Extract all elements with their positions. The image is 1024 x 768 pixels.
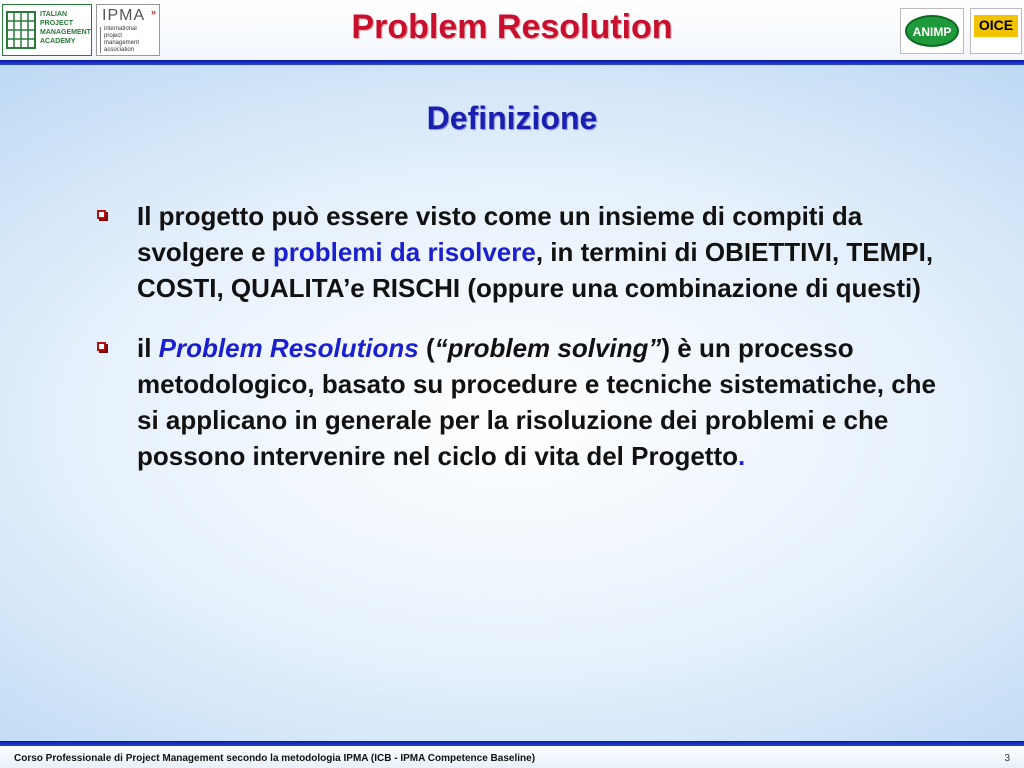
- bullet-text: , in termini di OBIETTIVI, TEMPI, COSTI, QUALITA’e RISCHI (oppure una combinazione di questi): [137, 237, 934, 303]
- footer-course-text: Corso Professionale di Project Management secondo la metodologia IPMA (ICB - IPMA Competence Baseline): [14, 753, 536, 764]
- ipma-logo-rule: [100, 27, 101, 53]
- header-divider: [0, 60, 1024, 65]
- ipma-logo-description: international project management association: [104, 26, 140, 53]
- oice-logo-text: OICE: [978, 17, 1014, 33]
- bullet-item: [95, 198, 945, 306]
- bullet-text: (: [418, 333, 435, 363]
- bullet-highlight: problemi da risolvere: [272, 237, 536, 267]
- square-bullet-icon: [97, 210, 106, 219]
- bullet-item: [95, 330, 945, 474]
- animp-logo-badge: [905, 15, 959, 47]
- italian-pm-academy-logo: [2, 4, 92, 56]
- oice-logo: [970, 8, 1022, 54]
- footer-bar: [0, 741, 1024, 768]
- academy-logo-text: ITALIAN PROJECT MANAGEMENT ACADEMY: [40, 11, 91, 45]
- footer-divider: [0, 741, 1024, 746]
- bullet-quote: “problem solving”: [434, 333, 662, 363]
- oice-logo-badge: [974, 15, 1018, 37]
- section-heading: Definizione: [426, 100, 598, 136]
- bullet-highlight: Problem Resolutions: [158, 333, 419, 363]
- ipma-logo: [96, 4, 160, 56]
- ipma-logo-mark: »: [151, 7, 157, 17]
- ipma-logo-word: IPMA: [102, 7, 146, 24]
- bullet-list: [95, 198, 945, 474]
- square-bullet-icon: [97, 342, 106, 351]
- page-number: 3: [1004, 753, 1010, 764]
- animp-logo-text: ANIMP: [912, 25, 952, 39]
- slide-title: Problem Resolution: [351, 8, 673, 46]
- bullet-text: il: [137, 333, 159, 363]
- bullet-end-mark: .: [738, 441, 746, 471]
- academy-building-icon: [6, 11, 36, 49]
- bullet-text: ) è un processo metodologico, basato su procedure e tecniche sistematiche, che si applicano in generale per la risoluzione dei problemi e che possono intervenire nel ciclo di vita del Progetto: [137, 333, 937, 471]
- bullet-text: Il progetto può essere visto come un insieme di compiti da svolgere e: [137, 201, 863, 267]
- animp-logo: [900, 8, 964, 54]
